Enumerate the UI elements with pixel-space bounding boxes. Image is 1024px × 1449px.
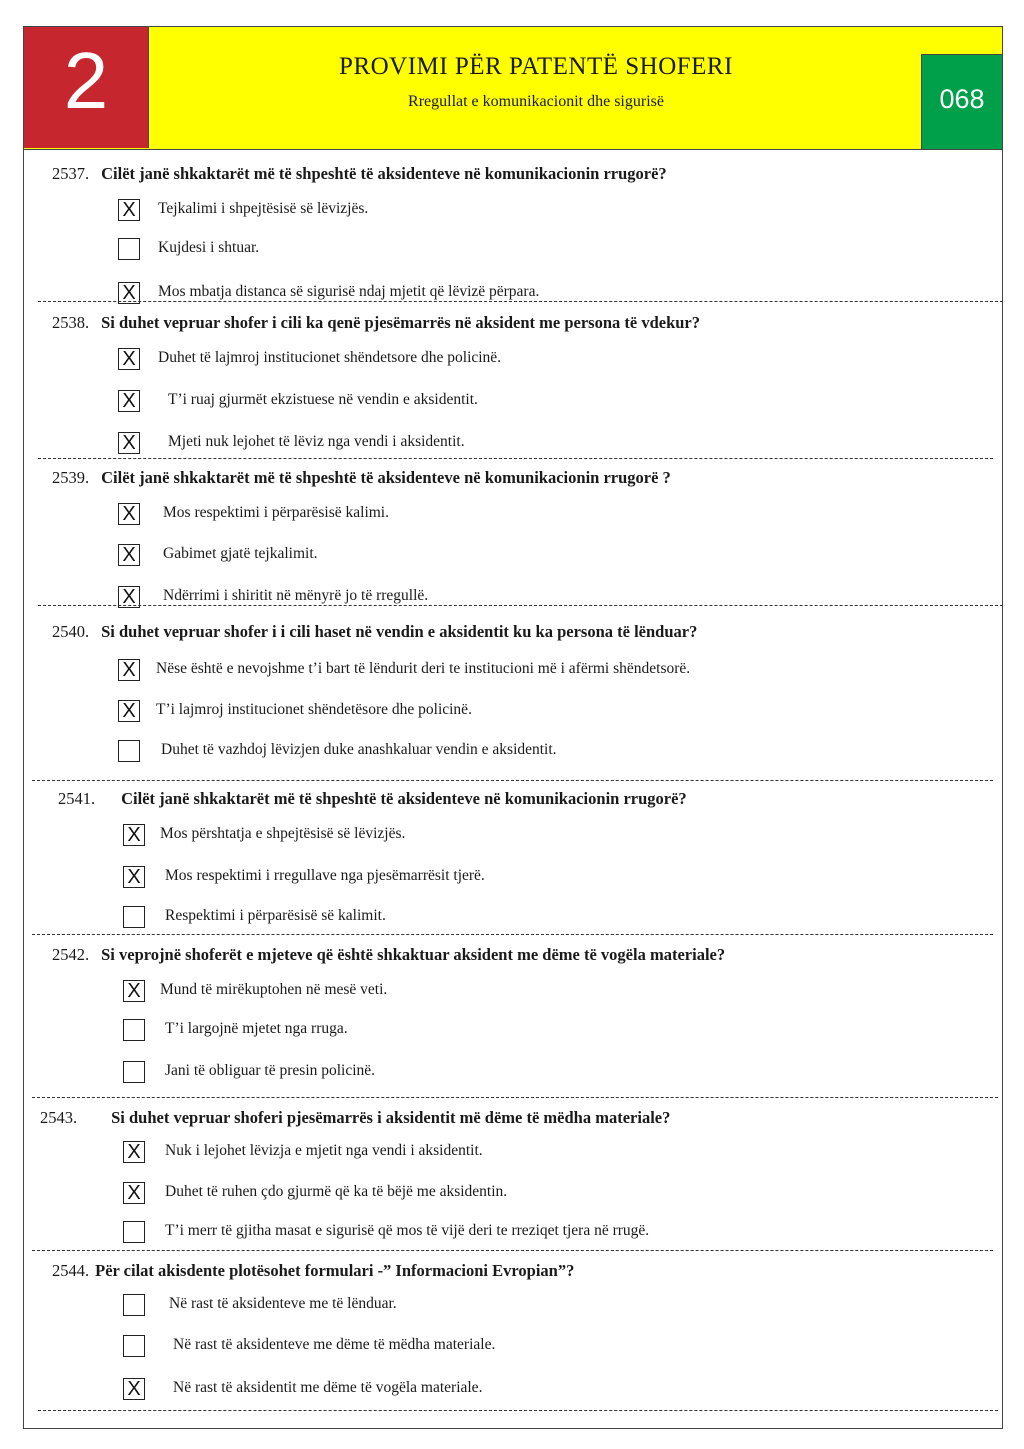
answer-checkbox[interactable]: X [118,390,140,412]
answer-checkbox[interactable] [123,1019,145,1041]
question-divider [32,780,993,781]
question-divider [32,1097,998,1098]
answer-checkbox[interactable] [123,1294,145,1316]
answer-text: T’i ruaj gjurmët ekzistuese në vendin e aksidentit. [168,391,478,408]
answer-text: T’i merr të gjitha masat e sigurisë që mos të vijë deri te rreziqet tjera në rrugë. [165,1222,650,1239]
answer-checkbox[interactable]: X [118,544,140,566]
question-divider [32,934,993,935]
answer-text: Duhet të lajmroj institucionet shëndetsore dhe policinë. [158,349,502,366]
question-number: 2542. [52,945,90,964]
page-code: 068 [939,84,985,114]
answer-checkbox[interactable]: X [118,586,140,608]
answer-checkbox[interactable]: X [118,199,140,221]
question-text: Si veprojnë shoferët e mjeteve që është shkaktuar aksident me dëme të vogëla materiale? [101,945,726,964]
page-subtitle: Rregullat e komunikacionit dhe sigurisë [408,93,664,110]
answer-checkbox[interactable]: X [123,1378,145,1400]
answer-text: T’i lajmroj institucionet shëndetësore dhe policinë. [156,701,472,718]
answer-checkbox[interactable]: X [123,1141,145,1163]
question-text: Cilët janë shkaktarët më të shpeshtë të aksidenteve në komunikacionin rrugorë? [121,789,687,808]
answer-checkbox[interactable] [123,906,145,928]
question-2540 [52,622,697,642]
question-text: Si duhet vepruar shoferi pjesëmarrës i aksidentit më dëme të mëdha materiale? [111,1108,671,1127]
answer-checkbox[interactable] [118,740,140,762]
answer-text: Në rast të aksidenteve me të lënduar. [169,1295,397,1312]
answer-text: Jani të obliguar të presin policinë. [165,1062,376,1079]
answer-checkbox[interactable]: X [118,432,140,454]
question-text: Për cilat akisdente plotësohet formulari -” Informacioni Evropian”? [95,1261,575,1280]
section-number: 2 [63,36,109,125]
question-2542 [52,945,725,965]
answer-checkbox[interactable]: X [123,1182,145,1204]
question-divider [32,1250,993,1251]
question-text: Si duhet vepruar shofer i cili ka qenë pjesëmarrës në aksident me persona të vdekur? [101,313,700,332]
question-2539 [52,468,671,488]
question-number: 2537. [52,164,90,183]
question-number: 2544. [52,1261,90,1280]
question-number: 2541. [58,789,96,808]
answer-text: Nëse është e nevojshme t’i bart të lëndurit deri te institucioni më i afërmi shëndetsorë. [156,660,691,677]
answer-checkbox[interactable] [123,1221,145,1243]
question-number: 2540. [52,622,90,641]
question-text: Cilët janë shkaktarët më të shpeshtë të aksidenteve në komunikacionin rrugorë ? [101,468,671,487]
question-number: 2538. [52,313,90,332]
answer-checkbox[interactable]: X [123,866,145,888]
question-number: 2543. [40,1108,78,1127]
section-badge [24,27,149,148]
answer-checkbox[interactable]: X [118,282,140,304]
answer-text: Mund të mirëkuptohen në mesë veti. [160,981,388,998]
question-divider [38,605,1003,606]
answer-text: Mos respektimi i rregullave nga pjesëmarrësit tjerë. [165,867,485,884]
answer-text: Mos mbatja distanca së sigurisë ndaj mjetit që lëvizë përpara. [158,283,540,300]
answer-checkbox[interactable] [118,238,140,260]
answer-text: Tejkalimi i shpejtësisë së lëvizjës. [158,200,369,217]
answer-text: Nuk i lejohet lëvizja e mjetit nga vendi i aksidentit. [165,1142,483,1159]
answer-checkbox[interactable]: X [118,700,140,722]
question-divider [38,301,1003,302]
answer-text: Duhet të ruhen çdo gjurmë që ka të bëjë me aksidentin. [165,1183,508,1200]
question-text: Si duhet vepruar shofer i i cili haset në vendin e aksidentit ku ka persona të lënduar? [101,622,698,641]
answer-text: Gabimet gjatë tejkalimit. [163,545,318,562]
question-2544 [52,1261,574,1281]
answer-checkbox[interactable]: X [123,980,145,1002]
question-text: Cilët janë shkaktarët më të shpeshtë të aksidenteve në komunikacionin rrugorë? [101,164,667,183]
question-divider [38,1410,998,1411]
question-number: 2539. [52,468,90,487]
answer-text: Mos respektimi i përparësisë kalimi. [163,504,389,521]
question-2537 [52,164,667,184]
question-2543 [40,1108,670,1128]
answer-text: T’i largojnë mjetet nga rruga. [165,1020,348,1037]
answer-checkbox[interactable]: X [123,824,145,846]
question-divider [38,458,993,459]
answer-text: Në rast të aksidentit me dëme të vogëla materiale. [173,1379,483,1396]
answer-text: Në rast të aksidenteve me dëme të mëdha materiale. [173,1336,496,1353]
answer-text: Kujdesi i shtuar. [158,239,260,256]
answer-text: Respektimi i përparësisë së kalimit. [165,907,386,924]
answer-text: Ndërrimi i shiritit në mënyrë jo të rregullë. [163,587,429,604]
answer-checkbox[interactable]: X [118,503,140,525]
answer-text: Duhet të vazhdoj lëvizjen duke anashkaluar vendin e aksidentit. [161,741,557,758]
page-title: PROVIMI PËR PATENTË SHOFERI [339,53,733,80]
page-header [23,26,1003,150]
answer-checkbox[interactable]: X [118,659,140,681]
question-2541 [58,789,687,809]
answer-checkbox[interactable] [123,1061,145,1083]
page-code-badge [921,54,1002,149]
answer-checkbox[interactable]: X [118,348,140,370]
answer-text: Mjeti nuk lejohet të lëviz nga vendi i aksidentit. [168,433,465,450]
question-2538 [52,313,700,333]
answer-text: Mos përshtatja e shpejtësisë së lëvizjës. [160,825,406,842]
page-frame [23,26,1003,1429]
answer-checkbox[interactable] [123,1335,145,1357]
